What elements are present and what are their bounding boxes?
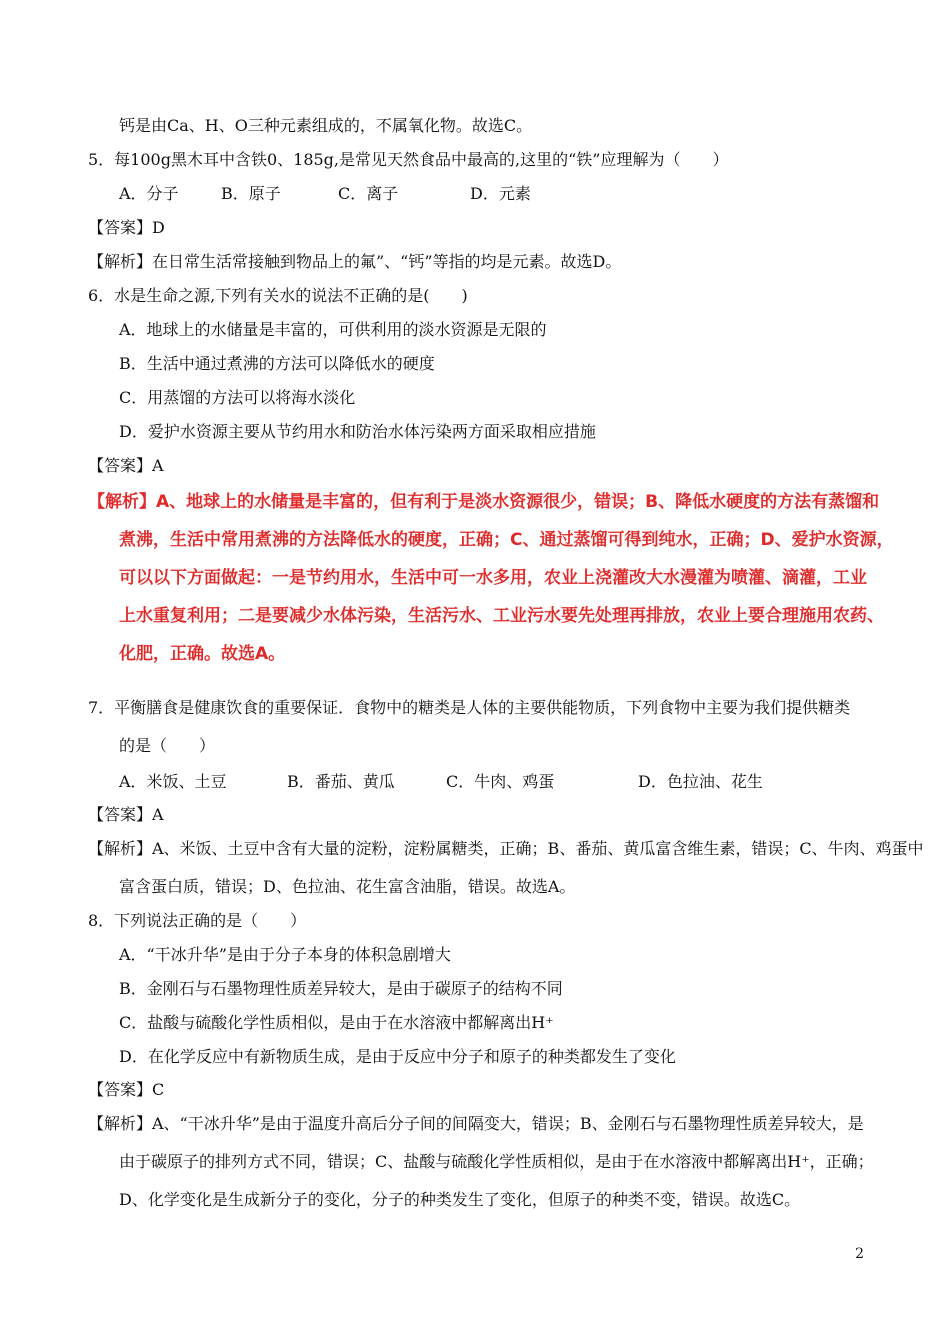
q6-stem: 6．水是生命之源,下列有关水的说法不正确的是( )	[88, 286, 468, 305]
q5-option-a: A．分子	[119, 184, 179, 203]
q5-option-c: C．离子	[338, 184, 399, 203]
q8-option-b: B．金刚石与石墨物理性质差异较大，是由于碳原子的结构不同	[119, 979, 563, 998]
q8-option-d: D．在化学反应中有新物质生成，是由于反应中分子和原子的种类都发生了变化	[119, 1047, 676, 1066]
q8-option-a: A．“干冰升华”是由于分子本身的体积急剧增大	[119, 945, 451, 964]
q5-option-d: D．元素	[470, 184, 531, 203]
page-number: 2	[855, 1246, 864, 1262]
q6-analysis-line-2: 煮沸，生活中常用煮沸的方法降低水的硬度，正确；C、通过蒸馏可得到纯水，正确；D、爱护水资源，	[119, 530, 894, 550]
q7-answer: 【答案】A	[88, 805, 164, 824]
q7-option-a: A．米饭、土豆	[119, 772, 227, 791]
q8-stem: 8．下列说法正确的是（ ）	[88, 911, 307, 930]
q8-analysis-line-2: 由于碳原子的排列方式不同，错误；C、盐酸与硫酸化学性质相似，是由于在水溶液中都解离出H⁺，正确；	[119, 1152, 874, 1171]
q5-stem: 5．每100g黑木耳中含铁0、185g,是常见天然食品中最高的,这里的“铁”应理解为（ ）	[88, 150, 729, 169]
q6-option-d: D．爱护水资源主要从节约用水和防治水体污染两方面采取相应措施	[119, 422, 596, 441]
q8-analysis-line-1: 【解析】A、“干冰升华”是由于温度升高后分子间的间隔变大，错误；B、金刚石与石墨物理性质差异较大，是	[88, 1114, 864, 1133]
q7-stem-line-1: 7．平衡膳食是健康饮食的重要保证．食物中的糖类是人体的主要供能物质，下列食物中主要为我们提供糖类	[88, 698, 851, 717]
q6-analysis-line-5: 化肥，正确。故选A。	[119, 644, 286, 664]
q5-answer: 【答案】D	[88, 218, 165, 237]
q7-analysis-line-1: 【解析】A、米饭、土豆中含有大量的淀粉，淀粉属糖类，正确；B、番茄、黄瓜富含维生素，错误；C、牛肉、鸡蛋中	[88, 839, 924, 858]
q6-option-c: C．用蒸馏的方法可以将海水淡化	[119, 388, 356, 407]
q8-answer: 【答案】C	[88, 1080, 165, 1099]
q7-stem-line-2: 的是（ ）	[119, 736, 216, 755]
q7-option-c: C．牛肉、鸡蛋	[446, 772, 555, 791]
q5-option-b: B．原子	[221, 184, 281, 203]
q7-option-b: B．番茄、黄瓜	[287, 772, 395, 791]
q6-option-b: B．生活中通过煮沸的方法可以降低水的硬度	[119, 354, 435, 373]
continuation-text: 钙是由Ca、H、O三种元素组成的，不属氧化物。故选C。	[119, 116, 533, 135]
q8-analysis-line-3: D、化学变化是生成新分子的变化，分子的种类发生了变化，但原子的种类不变，错误。故选C。	[119, 1190, 801, 1209]
q6-analysis-line-3: 可以以下方面做起：一是节约用水，生活中可一水多用，农业上浇灌改大水漫灌为喷灌、滴灌，工业	[119, 568, 867, 588]
q6-option-a: A．地球上的水储量是丰富的，可供利用的淡水资源是无限的	[119, 320, 547, 339]
q5-analysis: 【解析】在日常生活常接触到物品上的氟”、“钙”等指的均是元素。故选D。	[88, 252, 622, 271]
q7-option-d: D．色拉油、花生	[638, 772, 763, 791]
q6-answer: 【答案】A	[88, 456, 164, 475]
q6-analysis-line-1: 【解析】A、地球上的水储量是丰富的，但有利于是淡水资源很少，错误；B、降低水硬度的方法有蒸馏和	[88, 492, 880, 512]
q7-analysis-line-2: 富含蛋白质，错误；D、色拉油、花生富含油脂，错误。故选A。	[119, 877, 576, 896]
q8-option-c: C．盐酸与硫酸化学性质相似，是由于在水溶液中都解离出H⁺	[119, 1013, 554, 1032]
q6-analysis-line-4: 上水重复利用；二是要减少水体污染，生活污水、工业污水要先处理再排放，农业上要合理施用农药、	[119, 606, 884, 626]
